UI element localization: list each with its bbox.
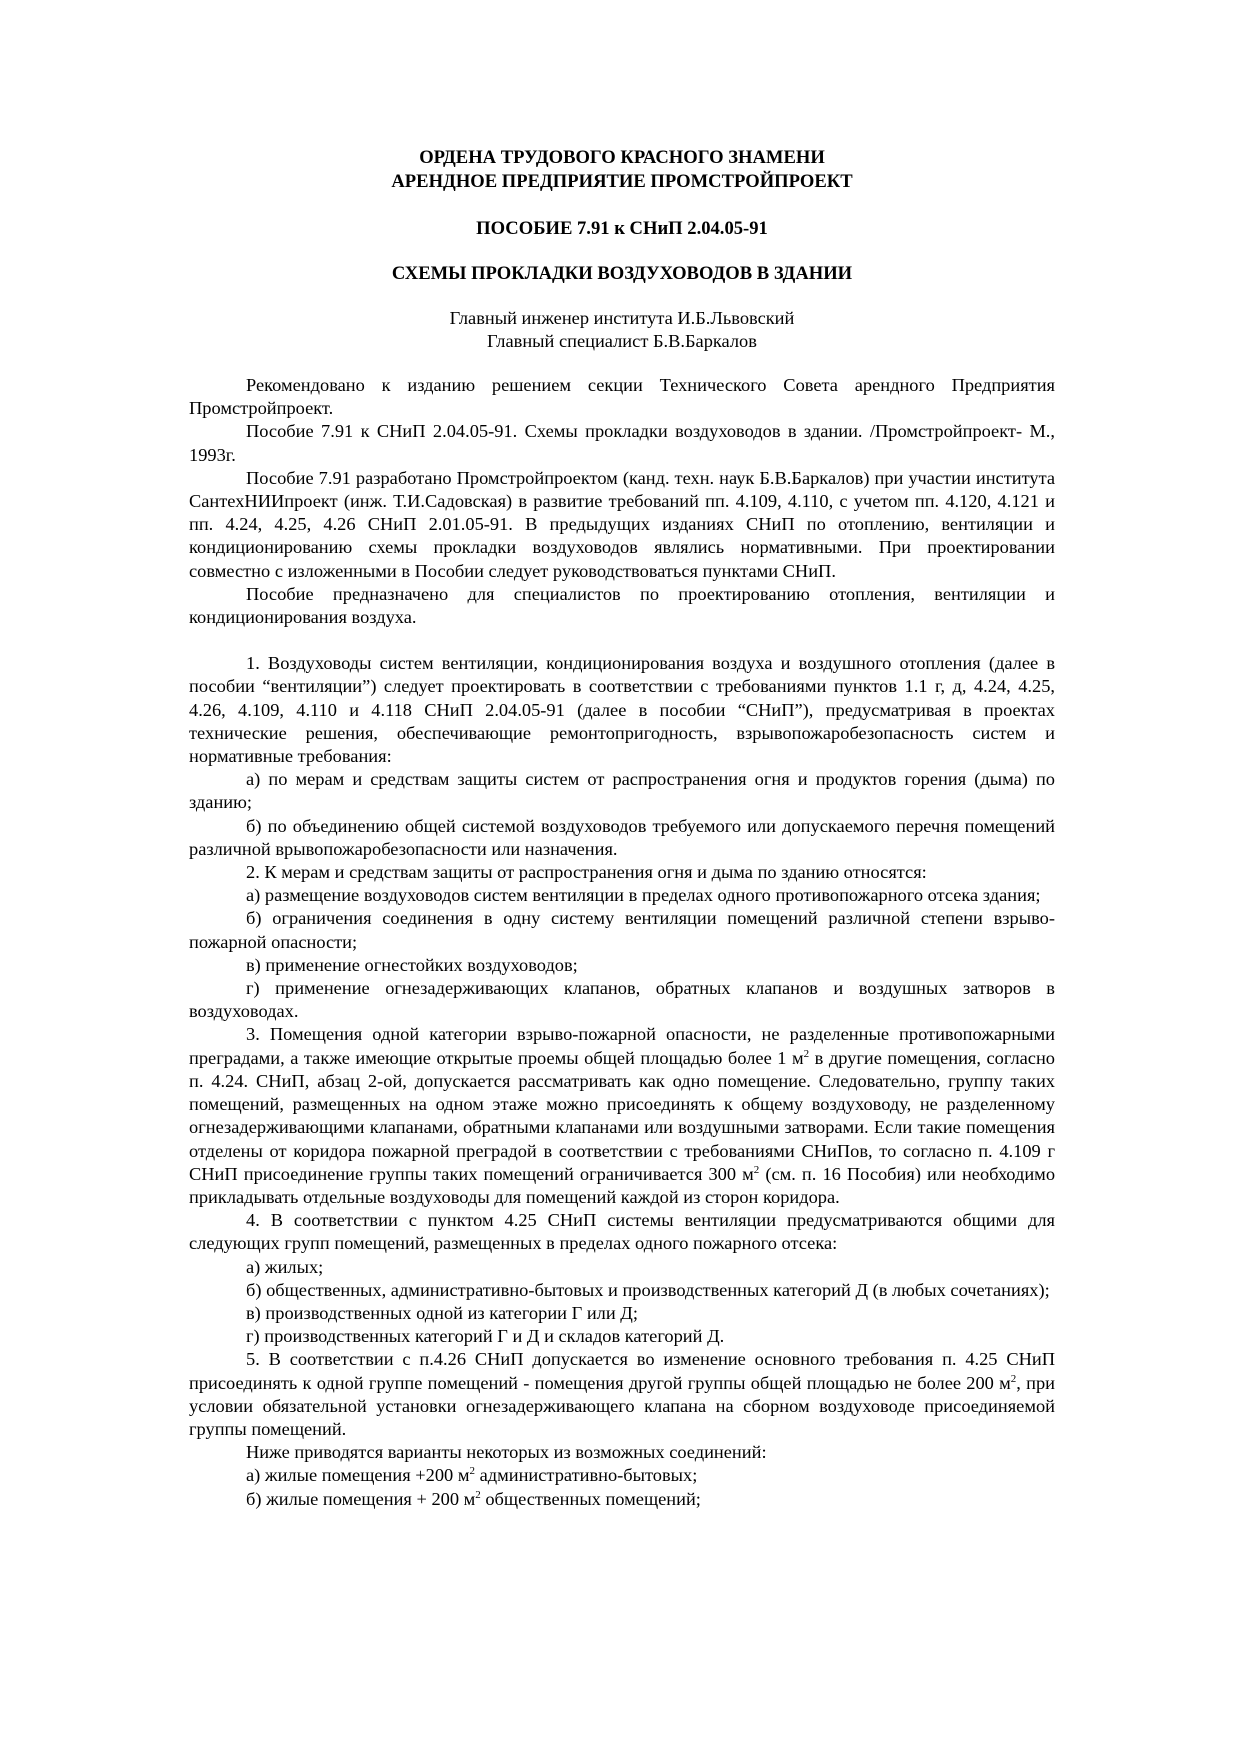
clause-5-text-1: 5. В соответствии с п.4.26 СНиП допускается во изменение основного требования п. 4.25 СНиП присоединять к одной группе помещений - помещения другой группы общей площадью не более 200 м xyxy=(189,1349,1055,1393)
document-page xyxy=(189,146,1055,1511)
clause-1b: б) по объединению общей системой воздуховодов требуемого или допускаемого перечня помещений различной врывопожаробезопасности или назначения. xyxy=(189,815,1055,859)
authors-block xyxy=(189,307,1055,353)
variants-intro: Ниже приводятся варианты некоторых из возможных соединений: xyxy=(246,1442,767,1463)
organization-header xyxy=(189,146,1055,194)
variant-a xyxy=(189,1464,1055,1487)
clause-2: 2. К мерам и средствам защиты от распространения огня и дыма по зданию относятся: xyxy=(246,862,927,883)
org-line-1: ОРДЕНА ТРУДОВОГО КРАСНОГО ЗНАМЕНИ xyxy=(419,147,825,168)
variant-a-text-2: административно-бытовых; xyxy=(474,1465,698,1486)
org-line-2: АРЕНДНОЕ ПРЕДПРИЯТИЕ ПРОМСТРОЙПРОЕКТ xyxy=(391,171,853,192)
document-title: СХЕМЫ ПРОКЛАДКИ ВОЗДУХОВОДОВ В ЗДАНИИ xyxy=(391,263,853,284)
body-section xyxy=(189,652,1055,1511)
clause-4c: в) производственных одной из категории Г или Д; xyxy=(246,1302,638,1323)
clause-4d: г) производственных категорий Г и Д и складов категорий Д. xyxy=(246,1326,725,1347)
clause-4b: б) общественных, административно-бытовых и производственных категорий Д (в любых сочетаниях); xyxy=(246,1279,1050,1300)
superscript: 2 xyxy=(475,1488,481,1501)
variant-b xyxy=(189,1488,1055,1511)
author-chief-engineer: Главный инженер института И.Б.Львовский xyxy=(449,308,795,328)
clause-1a: а) по мерам и средствам защиты систем от распространения огня и продуктов горения (дыма) по зданию; xyxy=(189,769,1055,813)
superscript: 2 xyxy=(803,1047,810,1060)
author-chief-specialist: Главный специалист Б.В.Баркалов xyxy=(487,331,757,351)
clause-4: 4. В соответствии с пунктом 4.25 СНиП системы вентиляции предусматриваются общими для следующих групп помещений, размещенных в пределах одного пожарного отсека: xyxy=(189,1210,1055,1254)
clause-1: 1. Воздуховоды систем вентиляции, кондиционирования воздуха и воздушного отопления (далее в пособии “вентиляции”) следует проектировать в соответствии с требованиями пунктов 1.1 г, д, 4.24, 4.25, 4.26, 4.109, 4.110 и 4.118 СНиП 2.04.05-91 (далее в пособии “СНиП”), предусматривая в проектах технические решения, обеспечивающие ремонтопригодность, взрывопожаробезопасность систем и нормативные требования: xyxy=(189,653,1055,767)
superscript: 2 xyxy=(469,1465,475,1478)
intro-paragraph: Рекомендовано к изданию решением секции Технического Совета арендного Предприятия Промстройпроект. xyxy=(189,375,1055,419)
superscript: 2 xyxy=(753,1163,760,1176)
clause-5 xyxy=(189,1348,1055,1441)
intro-section xyxy=(189,374,1055,629)
clause-2b: б) ограничения соединения в одну систему вентиляции помещений различной степени взрыво-пожарной опасности; xyxy=(189,908,1055,952)
intro-paragraph: Пособие 7.91 разработано Промстройпроектом (канд. техн. наук Б.В.Баркалов) при участии института СантехНИИпроект (инж. Т.И.Садовская) в развитие требований пп. 4.109, 4.110, с учетом пп. 4.120, 4.121 и пп. 4.24, 4.25, 4.26 СНиП 2.01.05-91. В предыдущих изданиях СНиП по отоплению, вентиляции и кондиционированию схемы прокладки воздуховодов являлись нормативными. При проектировании совместно с изложенными в Пособии следует руководствоваться пунктами СНиП. xyxy=(189,467,1055,581)
clause-2d: г) применение огнезадерживающих клапанов, обратных клапанов и воздушных затворов в воздуховодах. xyxy=(189,978,1055,1022)
intro-paragraph: Пособие предназначено для специалистов по проектированию отопления, вентиляции и кондиционирования воздуха. xyxy=(189,583,1055,628)
clause-3-text-3: (см. п. 16 Пособия) или необходимо прикладывать отдельные воздуховоды для помещений каждой из сторон коридора. xyxy=(189,1163,1056,1207)
variant-a-text-1: а) жилые помещения +200 м xyxy=(246,1465,470,1486)
clause-2c: в) применение огнестойких воздуховодов; xyxy=(246,954,578,975)
superscript: 2 xyxy=(1010,1372,1017,1385)
clause-4a: а) жилых; xyxy=(246,1256,324,1277)
manual-title: ПОСОБИЕ 7.91 к СНиП 2.04.05-91 xyxy=(476,218,768,239)
variant-b-text-1: б) жилые помещения + 200 м xyxy=(246,1488,476,1509)
clause-2a: а) размещение воздуховодов систем вентиляции в пределах одного противопожарного отсека здания; xyxy=(246,885,1041,906)
clause-3 xyxy=(189,1023,1055,1209)
clause-3-text-1: 3. Помещения одной категории взрыво-пожарной опасности, не разделенные противопожарными преградами, а также имеющие открытые проемы общей площадью более 1 м xyxy=(189,1024,1055,1068)
intro-paragraph: Пособие 7.91 к СНиП 2.04.05-91. Схемы прокладки воздуховодов в здании. /Промстройпроект- М., 1993г. xyxy=(189,421,1055,465)
variant-b-text-2: общественных помещений; xyxy=(480,1488,701,1509)
clause-3-text-2: в другие помещения, согласно п. 4.24. СНиП, абзац 2-ой, допускается рассматривать как одно помещение. Следовательно, группу таких помещений, размещенных на одном этаже можно присоединять к общему воздуховоду, не разделенному огнезадерживающими клапанами, обратными клапанами или воздушными затворами. Если такие помещения отделены от коридора пожарной преградой в соответствии с требованиями СНиПов, то согласно п. 4.109 г СНиП присоединение группы таких помещений ограничивается 300 м xyxy=(189,1047,1055,1184)
clause-5-text-2: , при условии обязательной установки огнезадерживающего клапана на сборном воздуховоде присоединяемой группы помещений. xyxy=(189,1372,1055,1439)
